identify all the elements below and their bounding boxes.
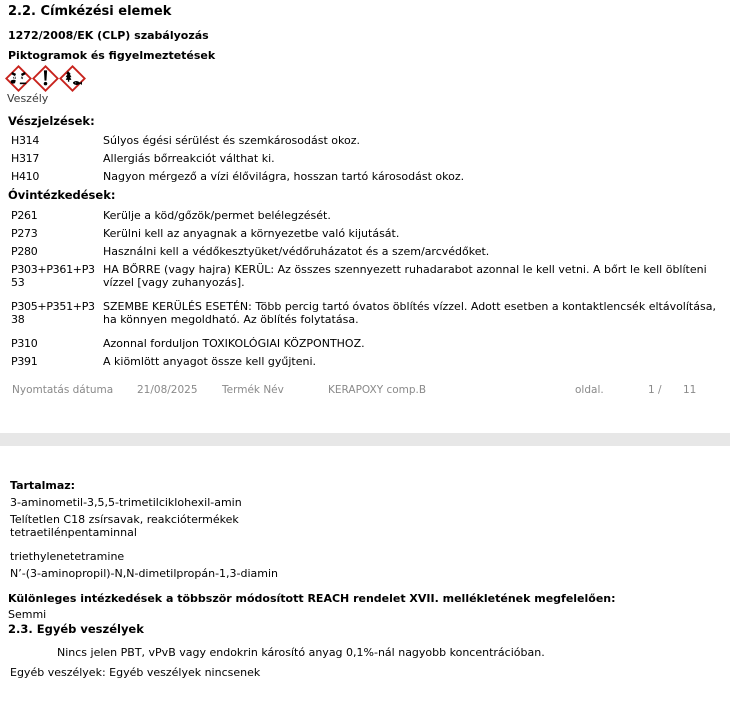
section-2-2-title: 2.2. Címkézési elemek [8, 4, 172, 19]
precaution-code: P261 [11, 209, 38, 222]
hazard-text: Nagyon mérgező a vízi élővilágra, hosszan tartó károsodást okoz. [103, 170, 465, 183]
precaution-row [0, 227, 730, 240]
precautionary-statements-table [0, 209, 730, 368]
precaution-code: P391 [11, 355, 38, 368]
substance-item: Telítetlen C18 zsírsavak, reakciótermékek tetraetilénpentaminnal [10, 513, 239, 539]
page-footer [0, 383, 730, 397]
precaution-code: P305+P351+P338 [11, 300, 95, 326]
reach-restrictions-value: Semmi [8, 608, 47, 621]
precaution-text: Használni kell a védőkesztyüket/védőruházatot és a szem/arcvédőket. [103, 245, 490, 258]
precaution-code: P310 [11, 337, 38, 350]
section-2-3-title: 2.3. Egyéb veszélyek [8, 622, 144, 636]
ghs07-exclamation-icon [32, 65, 59, 92]
hazard-row [0, 152, 730, 165]
contains-heading: Tartalmaz: [10, 479, 76, 492]
print-date-label: Nyomtatás dátuma [12, 384, 114, 396]
precaution-text: A kiömlött anyagot össze kell gyűjteni. [103, 355, 316, 368]
product-name-value: KERAPOXY comp.B [328, 384, 427, 396]
pbt-statement: Nincs jelen PBT, vPvB vagy endokrin károsító anyag 0,1%-nál nagyobb koncentrációban. [57, 646, 545, 659]
hazard-text: Allergiás bőrreakciót válthat ki. [103, 152, 275, 165]
precautionary-statements-heading: Óvintézkedések: [8, 188, 116, 202]
pictograms-heading: Piktogramok és figyelmeztetések [8, 49, 216, 62]
substance-item: triethylenetetramine [10, 550, 125, 563]
page-number: 1 / [648, 384, 662, 396]
ghs-pictogram-row [0, 65, 730, 92]
hazard-row [0, 170, 730, 183]
precaution-code: P303+P361+P353 [11, 263, 95, 289]
clp-regulation-line: 1272/2008/EK (CLP) szabályozás [8, 29, 209, 42]
hazard-code: H410 [11, 170, 40, 183]
precaution-text: HA BŐRRE (vagy hajra) KERÜL: Az összes szennyezett ruhadarabot azonnal le kell vetni. A bőrt le kell öblíteni vízzel [vagy zuhanyozás]. [103, 263, 707, 289]
precaution-row [0, 209, 730, 222]
hazard-statements-table [0, 134, 730, 183]
precaution-text: Kerülje a köd/gőzök/permet belélegzését. [103, 209, 331, 222]
precaution-code: P273 [11, 227, 38, 240]
substance-item: N’-(3-aminopropil)-N,N-dimetilpropán-1,3-diamin [10, 567, 279, 580]
precaution-row [0, 355, 730, 368]
page-label: oldal. [575, 384, 604, 396]
hazard-text: Súlyos égési sérülést és szemkárosodást okoz. [103, 134, 360, 147]
page-break-separator [0, 433, 730, 446]
precaution-row [0, 300, 730, 326]
product-name-label: Termék Név [222, 384, 284, 396]
ghs09-environment-icon [59, 65, 86, 92]
precaution-row [0, 245, 730, 258]
other-hazards-statement: Egyéb veszélyek: Egyéb veszélyek nincsenek [10, 666, 261, 679]
reach-restrictions-heading: Különleges intézkedések a többször módosított REACH rendelet XVII. mellékletének megfelelően: [8, 592, 616, 605]
precaution-row [0, 337, 730, 350]
precaution-text: Kerülni kell az anyagnak a környezetbe való kijutását. [103, 227, 400, 240]
hazard-code: H314 [11, 134, 40, 147]
precaution-text: SZEMBE KERÜLÉS ESETÉN: Több percig tartó óvatos öblítés vízzel. Adott esetben a kontaktlencsék eltávolítása, ha könnyen megoldható. Az öblítés folytatása. [103, 300, 716, 326]
precaution-code: P280 [11, 245, 38, 258]
signal-word: Veszély [7, 92, 49, 105]
hazard-code: H317 [11, 152, 40, 165]
next-page-content [0, 479, 730, 679]
precaution-row [0, 263, 730, 289]
ghs05-corrosion-icon [5, 65, 32, 92]
page-total: 11 [683, 384, 697, 396]
print-date-value: 21/08/2025 [137, 384, 198, 396]
hazard-row [0, 134, 730, 147]
precaution-text: Azonnal forduljon TOXIKOLÓGIAI KÖZPONTHOZ. [103, 337, 365, 350]
substance-item: 3-aminometil-3,5,5-trimetilciklohexil-amin [10, 496, 242, 509]
hazard-statements-heading: Vészjelzések: [8, 114, 95, 128]
